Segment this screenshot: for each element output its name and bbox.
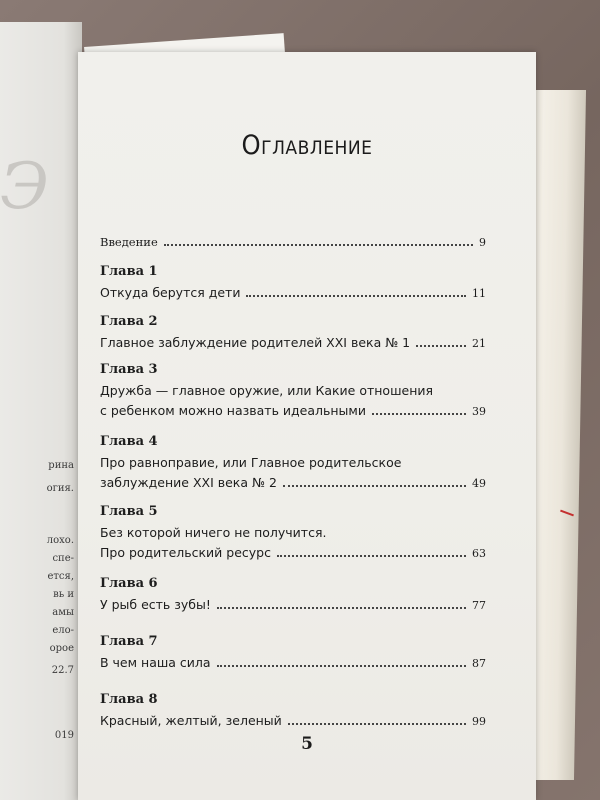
toc-entry-chapter-4 (100, 434, 486, 494)
chapter-title: Про родительский ресурс (100, 545, 271, 560)
chapter-label: Глава 3 (100, 362, 158, 377)
toc-page-number: 11 (472, 287, 486, 300)
chapter-title: Красный, желтый, зеленый (100, 713, 282, 728)
left-page-fragment: орое (49, 643, 74, 654)
toc-page-number: 9 (479, 236, 486, 249)
toc-page-number: 87 (472, 657, 486, 670)
toc-page-number: 49 (472, 477, 486, 490)
leader-dots (288, 723, 466, 725)
chapter-label: Глава 7 (100, 634, 158, 649)
toc-label: Введение (100, 235, 158, 249)
toc-entry-chapter-3 (100, 362, 486, 422)
chapter-title: с ребенком можно назвать идеальными (100, 403, 366, 418)
leader-dots (416, 345, 466, 347)
chapter-label: Глава 6 (100, 576, 158, 591)
chapter-title: заблуждение XXI века № 2 (100, 475, 277, 490)
chapter-label: Глава 2 (100, 314, 158, 329)
left-page-fragment: вь и (53, 589, 74, 600)
leader-dots (283, 485, 466, 487)
leader-dots (217, 607, 466, 609)
left-page-fragment: 019 (54, 730, 74, 741)
chapter-title: У рыб есть зубы! (100, 597, 211, 612)
toc-line (100, 473, 486, 494)
chapter-label: Глава 4 (100, 434, 158, 449)
toc-page-number: 99 (472, 715, 486, 728)
chapter-label: Глава 1 (100, 264, 158, 279)
page-number: 5 (301, 734, 313, 754)
left-page-fragment: ется, (47, 571, 74, 582)
toc-page-number: 21 (472, 337, 486, 350)
chapter-title: Без которой ничего не получится. (100, 525, 327, 540)
toc-line (100, 401, 486, 422)
decorative-glyph: Э (0, 150, 49, 224)
page-title: Оглавление (241, 130, 373, 161)
chapter-title: Дружба — главное оружие, или Какие отношения (100, 383, 434, 398)
chapter-label: Глава 8 (100, 692, 158, 707)
toc-page-number: 39 (472, 405, 486, 418)
toc-page-number: 63 (472, 547, 486, 560)
toc-entry-chapter-2 (100, 314, 486, 354)
left-page-fragment: рина (48, 460, 74, 471)
toc-line (100, 543, 486, 564)
left-page-fragment: спе- (52, 553, 74, 564)
toc-line (100, 595, 486, 616)
leader-dots (246, 295, 466, 297)
toc-line (100, 232, 486, 253)
contents-page (78, 52, 536, 800)
toc-line (100, 333, 486, 354)
toc-line (100, 711, 486, 732)
left-page-fragment: амы (52, 607, 74, 618)
chapter-title: В чем наша сила (100, 655, 211, 670)
leader-dots (164, 244, 473, 246)
toc-entry-chapter-7 (100, 634, 486, 674)
leader-dots (277, 555, 466, 557)
toc-entry-chapter-5 (100, 504, 486, 564)
toc-entry-intro (100, 232, 486, 253)
toc-line (100, 283, 486, 304)
left-page-fragment: 22.7 (51, 665, 74, 676)
left-page-fragment: ело- (52, 625, 74, 636)
left-page-fragment: лохо. (46, 535, 74, 546)
chapter-label: Глава 5 (100, 504, 158, 519)
toc-page-number: 77 (472, 599, 486, 612)
chapter-title: Откуда берутся дети (100, 285, 241, 300)
previous-page (0, 22, 82, 800)
toc-entry-chapter-1 (100, 264, 486, 304)
leader-dots (372, 413, 466, 415)
chapter-title: Главное заблуждение родителей XXI века № 1 (100, 335, 411, 350)
chapter-title: Про равноправие, или Главное родительское (100, 455, 402, 470)
toc-entry-chapter-8 (100, 692, 486, 732)
toc-entry-chapter-6 (100, 576, 486, 616)
left-page-fragment: огия. (46, 483, 74, 494)
leader-dots (217, 665, 466, 667)
toc-line (100, 653, 486, 674)
